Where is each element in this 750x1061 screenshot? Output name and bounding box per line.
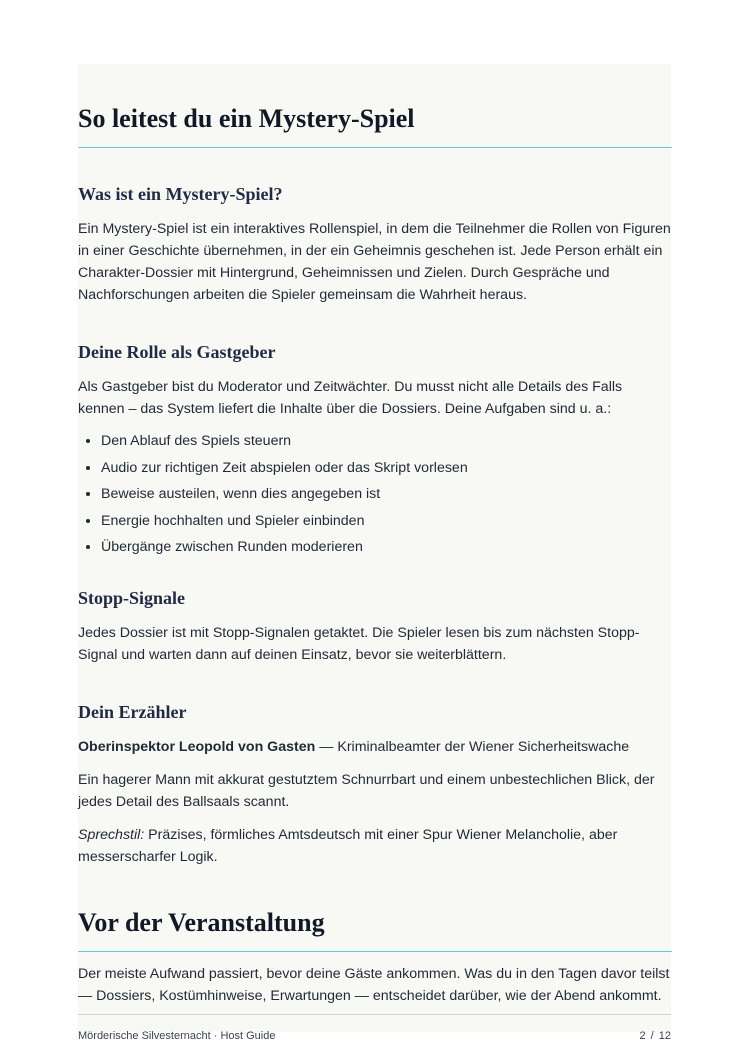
section-heading-host-role: Deine Rolle als Gastgeber [78, 342, 276, 362]
section-title-before-event: Vor der Veranstaltung [78, 910, 672, 952]
list-item: • Beweise austeilen, wenn dies angegeben ist [101, 485, 672, 503]
section-paragraph-what-is: Ein Mystery-Spiel ist ein interaktives Rollenspiel, in dem die Teilnehmer die Rollen von Figuren in einer Geschichte übernehmen, in der ein Geheimnis geschehen ist. Jede Person erhält ein Charakter-Dossier mit Hintergrund, Geheimnissen und Zielen. Durch Gespräche und Nachforschungen arbeiten die Spieler gemeinsam die Wahrheit heraus. [78, 221, 671, 303]
page-content [78, 64, 672, 1007]
footer-document-title: Mörderische Silvesternacht · Host Guide [78, 1030, 276, 1042]
narrator-name: Oberinspektor Leopold von Gasten [78, 738, 316, 755]
page-title: So leitest du ein Mystery-Spiel [78, 106, 672, 148]
narrator-role: — Kriminalbeamter der Wiener Sicherheitswache [315, 738, 630, 755]
speech-style-label: Sprechstil: [78, 826, 145, 843]
section-heading-what-is: Was ist ein Mystery-Spiel? [78, 184, 283, 204]
speech-style-text: Präzises, förmliches Amtsdeutsch mit einer Spur Wiener Melancholie, aber messerscharfer Logik. [78, 826, 618, 865]
section-heading-narrator: Dein Erzähler [78, 701, 187, 722]
list-item: • Energie hochhalten und Spieler einbinden [101, 512, 672, 530]
section-heading-stop-signals: Stopp-Signale [78, 587, 186, 608]
page-number: 2 / 12 [639, 1030, 671, 1042]
list-item: • Den Ablauf des Spiels steuern [101, 432, 672, 450]
list-item: • Audio zur richtigen Zeit abspielen oder das Skript vorlesen [101, 459, 672, 477]
section-paragraph-host-role: Als Gastgeber bist du Moderator und Zeitwächter. Du musst nicht alle Details des Falls kennen – das System liefert die Inhalte über die Dossiers. Deine Aufgaben sind u. a.: [78, 379, 623, 417]
section-paragraph-stop-signals: Jedes Dossier ist mit Stopp-Signalen getaktet. Die Spieler lesen bis zum nächsten Stopp-Signal und warten dann auf deinen Einsatz, bevor sie weiterblättern. [78, 624, 640, 663]
narrator-line [78, 736, 672, 758]
narrator-description: Ein hagerer Mann mit akkurat gestutztem Schnurrbart und einem unbestechlichen Blick, der jedes Detail des Ballsaals scannt. [78, 771, 655, 810]
page-footer [78, 1014, 671, 1042]
narrator-speech-style [78, 824, 672, 868]
section-paragraph-before-event: Der meiste Aufwand passiert, bevor deine Gäste ankommen. Was du in den Tagen davor teilst — Dossiers, Kostümhinweise, Erwartungen — entscheidet darüber, wie der Abend ankommt. [78, 965, 670, 1004]
host-tasks-list [78, 432, 672, 556]
list-item: • Übergänge zwischen Runden moderieren [101, 538, 672, 556]
